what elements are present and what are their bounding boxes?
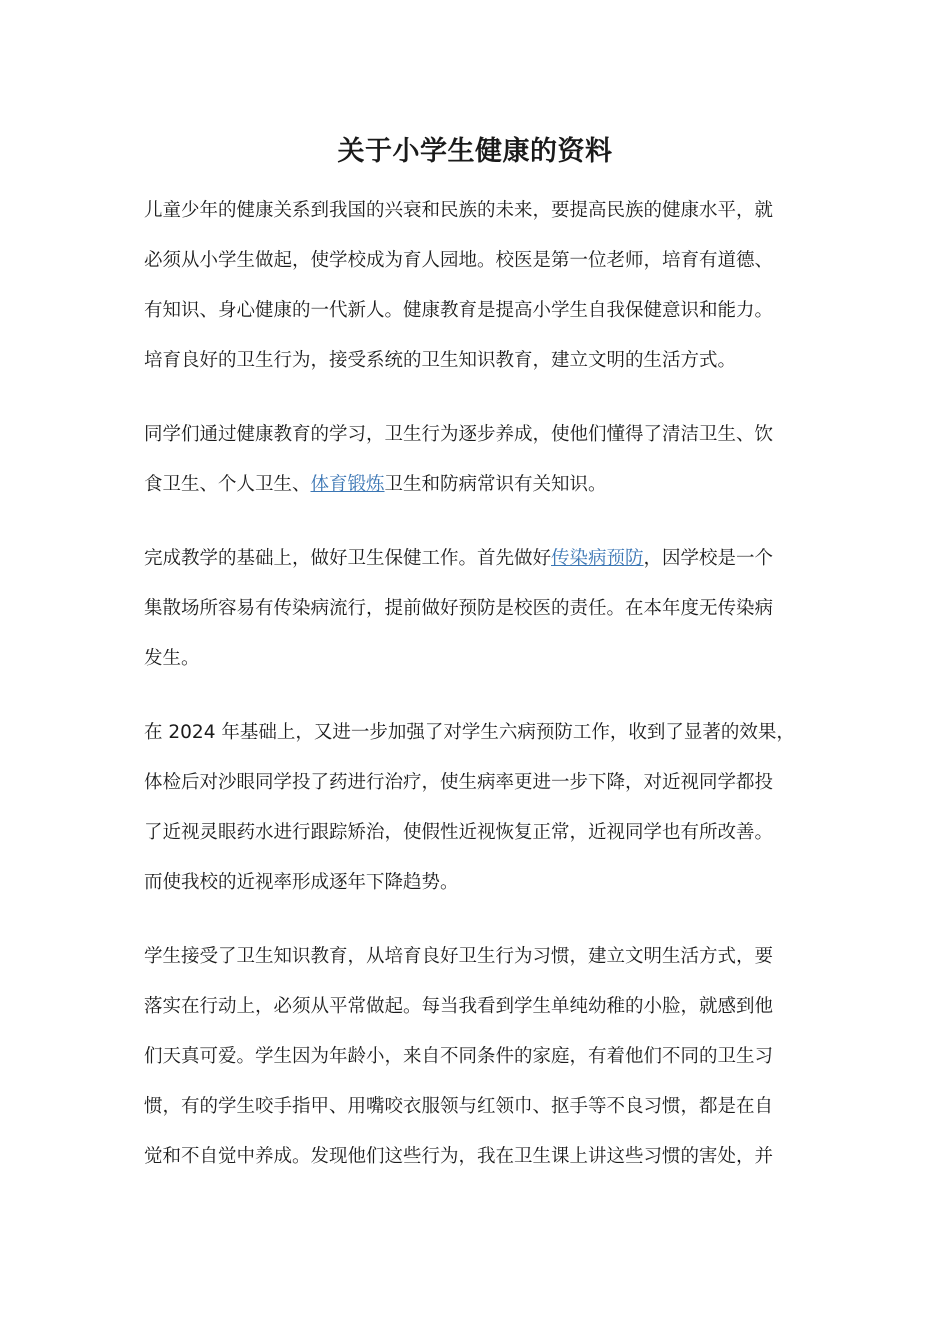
text-line (144, 982, 804, 1032)
text-line (144, 534, 804, 584)
text-segment: 同学们通过健康教育的学习，卫生行为逐步养成，使他们懂得了清洁卫生、饮 (144, 424, 774, 445)
document-title: 关于小学生健康的资料 (337, 136, 613, 167)
inline-link[interactable]: 传染病预防 (551, 548, 644, 569)
text-line (144, 186, 804, 236)
text-line (144, 758, 804, 808)
text-segment: 卫生和防病常识有关知识。 (384, 474, 607, 495)
text-segment: 而使我校的近视率形成逐年下降趋势。 (144, 872, 459, 893)
text-segment: 培育良好的卫生行为，接受系统的卫生知识教育，建立文明的生活方式。 (144, 350, 737, 371)
paragraph (144, 932, 804, 1182)
paragraph (144, 708, 804, 908)
text-segment: ，因学校是一个 (643, 548, 774, 569)
text-line (144, 236, 804, 286)
text-line (144, 584, 804, 634)
inline-link[interactable]: 体育锻炼 (310, 474, 385, 495)
text-line (144, 410, 804, 460)
paragraph (144, 410, 804, 510)
text-line (144, 1082, 804, 1132)
text-line (144, 932, 804, 982)
paragraph (144, 534, 804, 684)
document-body (144, 186, 804, 1206)
text-segment: 体检后对沙眼同学投了药进行治疗，使生病率更进一步下降，对近视同学都投 (144, 772, 774, 793)
text-segment: 觉和不自觉中养成。发现他们这些行为，我在卫生课上讲这些习惯的害处，并 (144, 1146, 774, 1167)
text-segment: 了近视灵眼药水进行跟踪矫治，使假性近视恢复正常，近视同学也有所改善。 (144, 822, 774, 843)
text-segment: 发生。 (144, 648, 200, 669)
text-line (144, 708, 804, 758)
text-line (144, 286, 804, 336)
text-line (144, 336, 804, 386)
text-line (144, 460, 804, 510)
text-segment: 落实在行动上，必须从平常做起。每当我看到学生单纯幼稚的小脸，就感到他 (144, 996, 774, 1017)
text-segment: 必须从小学生做起，使学校成为育人园地。校医是第一位老师，培育有道德、 (144, 250, 774, 271)
text-segment: 完成教学的基础上，做好卫生保健工作。首先做好 (144, 548, 552, 569)
text-segment: 集散场所容易有传染病流行，提前做好预防是校医的责任。在本年度无传染病 (144, 598, 774, 619)
text-segment: 在 2024 年基础上，又进一步加强了对学生六病预防工作，收到了显著的效果， (144, 722, 795, 743)
paragraph (144, 186, 804, 386)
text-line (144, 808, 804, 858)
text-segment: 有知识、身心健康的一代新人。健康教育是提高小学生自我保健意识和能力。 (144, 300, 774, 321)
text-line (144, 858, 804, 908)
text-segment: 惯，有的学生咬手指甲、用嘴咬衣服领与红领巾、抠手等不良习惯，都是在自 (144, 1096, 774, 1117)
text-segment: 食卫生、个人卫生、 (144, 474, 311, 495)
text-line (144, 1032, 804, 1082)
text-segment: 们天真可爱。学生因为年龄小，来自不同条件的家庭，有着他们不同的卫生习 (144, 1046, 774, 1067)
text-segment: 儿童少年的健康关系到我国的兴衰和民族的未来，要提高民族的健康水平，就 (144, 200, 774, 221)
text-segment: 学生接受了卫生知识教育，从培育良好卫生行为习惯，建立文明生活方式，要 (144, 946, 774, 967)
text-line (144, 634, 804, 684)
text-line (144, 1132, 804, 1182)
